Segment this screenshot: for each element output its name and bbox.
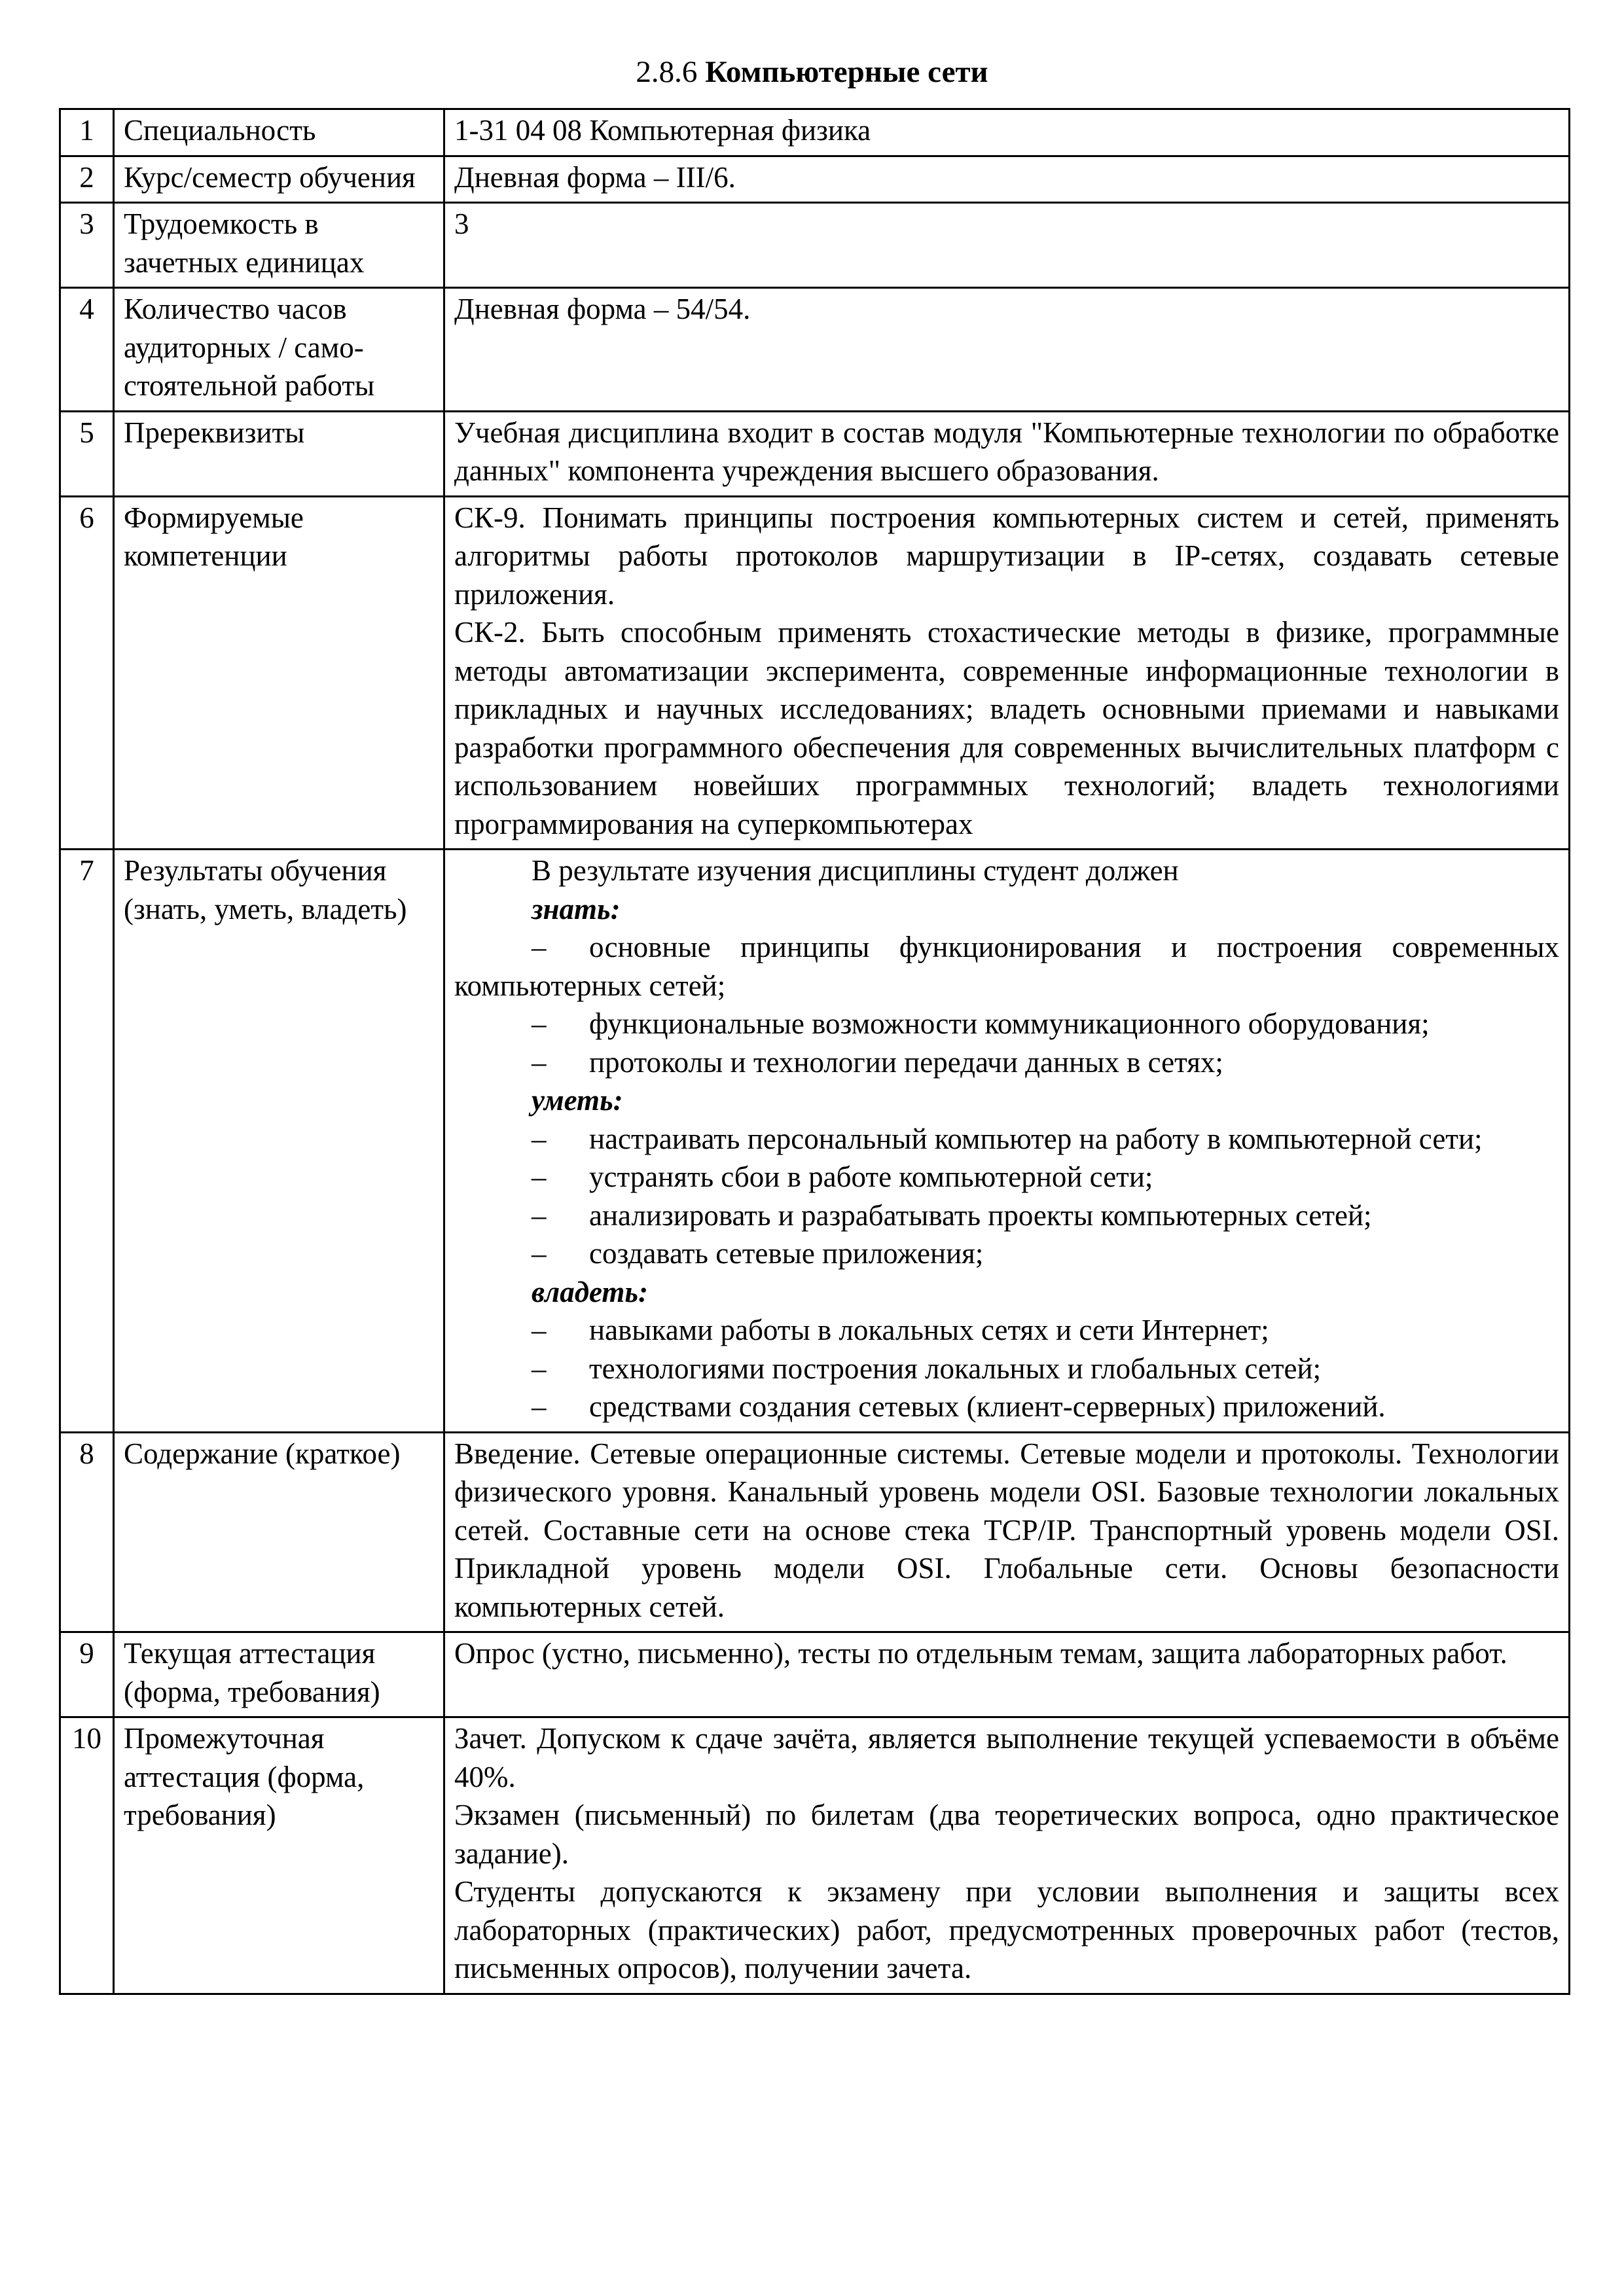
row-value: 3	[444, 203, 1570, 288]
credit-paragraph: Зачет. Допуском к сдаче зачёта, является выполнение текущей успеваемости в объёме 40%.	[454, 1722, 1559, 1793]
row-label: Промежуточная аттестация (форма, требования)	[114, 1717, 444, 1994]
discipline-table	[59, 108, 1570, 1995]
row-number: 6	[60, 496, 114, 850]
table-row	[60, 1632, 1570, 1717]
row-label: Текущая аттестация (форма, требования)	[114, 1632, 444, 1717]
dash-bullet: –	[532, 1237, 547, 1270]
row-value: Дневная форма – 54/54.	[444, 288, 1570, 412]
row-number: 3	[60, 203, 114, 288]
table-row	[60, 496, 1570, 850]
row-number: 9	[60, 1632, 114, 1717]
row-label: Трудоемкость в зачетных единицах	[114, 203, 444, 288]
table-row	[60, 411, 1570, 496]
dash-bullet: –	[532, 1045, 547, 1079]
table-row	[60, 156, 1570, 203]
dash-bullet: –	[532, 1198, 547, 1232]
list-item: – технологиями построения локальных и глобальных сетей;	[454, 1350, 1559, 1388]
dash-bullet: –	[532, 1390, 547, 1423]
list-item: – создавать сетевые приложения;	[454, 1234, 1559, 1273]
row-label: Формируемые компетенции	[114, 496, 444, 850]
row-label: Содержание (краткое)	[114, 1432, 444, 1632]
dash-bullet: –	[532, 1007, 547, 1040]
row-value: Опрос (устно, письменно), тесты по отдельным темам, защита лабораторных работ.	[444, 1632, 1570, 1717]
page-title	[0, 52, 1624, 92]
row-value: 1-31 04 08 Компьютерная физика	[444, 109, 1570, 156]
row-label: Количество часов аудиторных / само-стоятельной работы	[114, 288, 444, 412]
row-label: Результаты обучения (знать, уметь, владеть)	[114, 850, 444, 1433]
list-item: – функциональные возможности коммуникационного оборудования;	[454, 1005, 1559, 1043]
row-value	[444, 496, 1570, 850]
list-item: – настраивать персональный компьютер на работу в компьютерной сети;	[454, 1120, 1559, 1158]
dash-bullet: –	[532, 1314, 547, 1346]
dash-bullet: –	[532, 1160, 547, 1193]
competence-sk2: СК-2. Быть способным применять стохастические методы в физике, программные методы автоматизации эксперимента, современные информационные технологии в прикладных и научных исследованиях; владеть основными приемами и навыками разработки программного обеспечения для современных вычислительных платформ с использованием новейших программных технологий; владеть технологиями программирования на суперкомпьютерах	[454, 616, 1559, 840]
row-value: Введение. Сетевые операционные системы. Сетевые модели и протоколы. Технологии физического уровня. Канальный уровень модели OSI. Базовые технологии локальных сетей. Составные сети на основе стека TCP/IP. Транспортный уровень модели OSI. Прикладной уровень модели OSI. Глобальные сети. Основы безопасности компьютерных сетей.	[444, 1432, 1570, 1632]
outcomes-intro: В результате изучения дисциплины студент должен	[532, 854, 1179, 887]
list-item: – устранять сбои в работе компьютерной сети;	[454, 1158, 1559, 1196]
row-number: 10	[60, 1717, 114, 1994]
row-value: Учебная дисциплина входит в состав модуля "Компьютерные технологии по обработке данных" компонента учреждения высшего образования.	[444, 411, 1570, 496]
row-number: 2	[60, 156, 114, 203]
know-heading: знать:	[532, 892, 621, 925]
table-row	[60, 109, 1570, 156]
row-number: 1	[60, 109, 114, 156]
dash-bullet: –	[532, 931, 547, 963]
list-item: – анализировать и разрабатывать проекты компьютерных сетей;	[454, 1196, 1559, 1235]
list-item: – основные принципы функционирования и построения современных компьютерных сетей;	[454, 928, 1559, 1005]
list-item: – протоколы и технологии передачи данных в сетях;	[454, 1043, 1559, 1082]
row-number: 4	[60, 288, 114, 412]
table-row	[60, 1432, 1570, 1632]
row-label: Пререквизиты	[114, 411, 444, 496]
section-title: Компьютерные сети	[705, 55, 988, 89]
row-value	[444, 850, 1570, 1433]
row-number: 7	[60, 850, 114, 1433]
table-row	[60, 1717, 1570, 1994]
row-label: Специальность	[114, 109, 444, 156]
dash-bullet: –	[532, 1352, 547, 1385]
admission-paragraph: Студенты допускаются к экзамену при условии выполнения и защиты всех лабораторных (практических) работ, предусмотренных проверочных работ (тестов, письменных опросов), получении зачета.	[454, 1875, 1559, 1984]
section-number: 2.8.6	[636, 55, 698, 89]
table-row	[60, 288, 1570, 412]
row-value	[444, 1717, 1570, 1994]
list-item: – навыками работы в локальных сетях и сети Интернет;	[454, 1311, 1559, 1350]
exam-paragraph: Экзамен (письменный) по билетам (два теоретических вопроса, одно практическое задание).	[454, 1799, 1559, 1870]
row-value: Дневная форма – III/6.	[444, 156, 1570, 203]
table-row	[60, 850, 1570, 1433]
row-number: 8	[60, 1432, 114, 1632]
row-label: Курс/семестр обучения	[114, 156, 444, 203]
list-item: – средствами создания сетевых (клиент-серверных) приложений.	[454, 1388, 1559, 1426]
competence-sk9: СК-9. Понимать принципы построения компьютерных систем и сетей, применять алгоритмы работы протоколов маршрутизации в IP-сетях, создавать сетевые приложения.	[454, 501, 1559, 611]
own-heading: владеть:	[532, 1275, 648, 1308]
row-number: 5	[60, 411, 114, 496]
can-heading: уметь:	[532, 1084, 623, 1117]
dash-bullet: –	[532, 1122, 547, 1155]
table-row	[60, 203, 1570, 288]
